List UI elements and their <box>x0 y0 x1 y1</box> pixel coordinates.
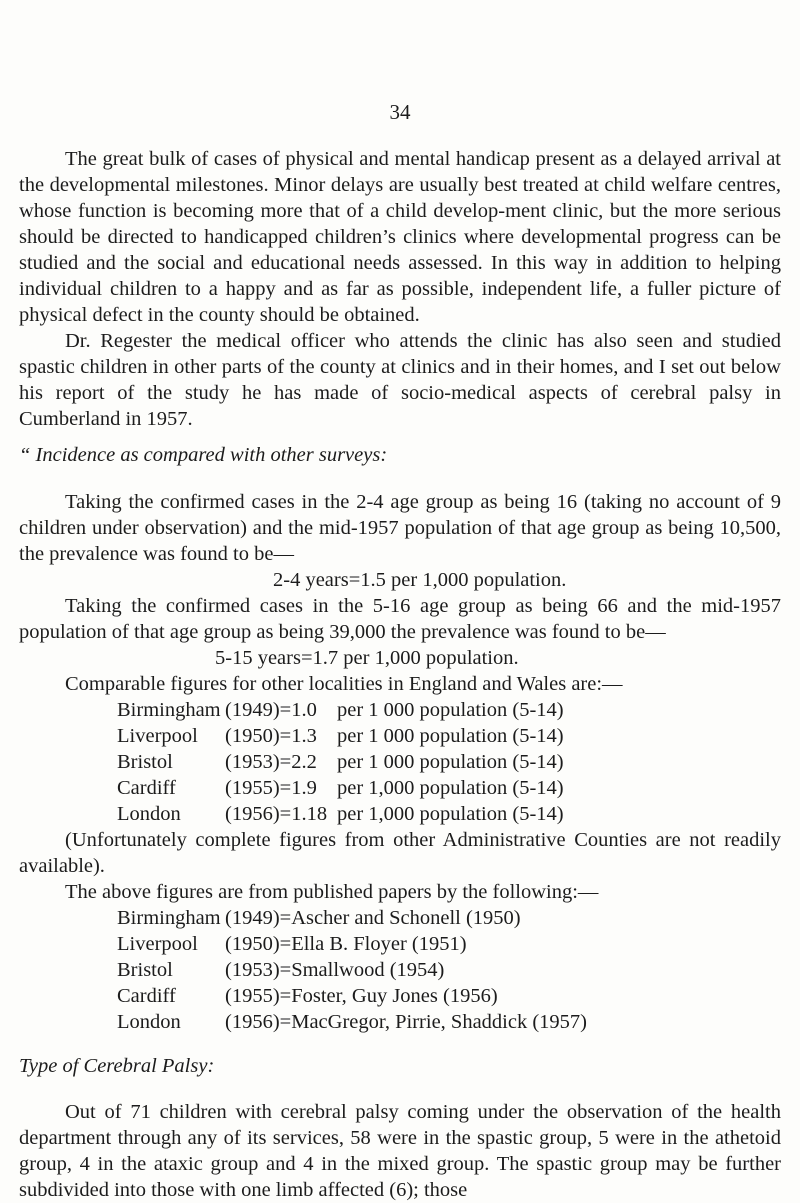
table-row <box>117 775 564 801</box>
rate-value: (1956)=1.18 <box>225 802 328 825</box>
rate-place: London <box>117 802 181 825</box>
paragraph-developmental-milestones: The great bulk of cases of physical and mental handicap present as a delayed arrival at the developmental milestones. Minor delays are usually best treated at child welfare centres, whose function is becoming more that of a child develop-ment clinic, but the more serious should be directed to handicapped children’s clinics where developmental progress can be studied and the social and educational needs assessed. In this way in addition to helping individual children to a happy and as far as possible, independent life, a fuller picture of physical defect in the county should be obtained. <box>19 148 781 326</box>
paragraph-type-counts: Out of 71 children with cerebral palsy coming under the observation of the health department through any of its services, 58 were in the spastic group, 5 were in the athetoid group, 4 in the ataxic group and 4 in the mixed group. The spastic group may be further subdivided into those with one limb affected (6); those <box>19 1101 781 1201</box>
table-row <box>117 1009 587 1035</box>
ref-source: (1956)=MacGregor, Pirrie, Shaddick (1957) <box>225 1010 587 1033</box>
rate-place: Cardiff <box>117 776 176 799</box>
table-row <box>117 957 587 983</box>
rate-value: (1949)=1.0 <box>225 698 317 721</box>
ref-source: (1950)=Ella B. Floyer (1951) <box>225 932 467 955</box>
table-row <box>117 749 564 775</box>
comparable-rates-table <box>117 697 564 827</box>
prevalence-5-15-years: 5-15 years=1.7 per 1,000 population. <box>215 646 519 669</box>
paragraph-5-16-age-group: Taking the confirmed cases in the 5-16 age group as being 66 and the mid-1957 population of that age group as being 39,000 the prevalence was found to be— <box>19 594 781 643</box>
incidence-heading: “ Incidence as compared with other surveys: <box>19 444 388 466</box>
rate-desc: per 1,000 population (5-14) <box>337 776 564 799</box>
ref-source: (1949)=Ascher and Schonell (1950) <box>225 906 521 929</box>
table-row <box>117 905 587 931</box>
comparable-figures-intro: Comparable figures for other localities in England and Wales are:— <box>65 672 623 695</box>
table-row <box>117 697 564 723</box>
rate-place: Liverpool <box>117 724 198 747</box>
paragraph-unfortunately: (Unfortunately complete figures from other Administrative Counties are not readily available). <box>19 828 781 877</box>
ref-place: Birmingham <box>117 906 221 929</box>
table-row <box>117 801 564 827</box>
ref-place: Cardiff <box>117 984 176 1007</box>
rate-value: (1950)=1.3 <box>225 724 317 747</box>
rate-value: (1955)=1.9 <box>225 776 317 799</box>
rate-place: Bristol <box>117 750 173 773</box>
rate-desc: per 1 000 population (5-14) <box>337 724 564 747</box>
rate-place: Birmingham <box>117 698 221 721</box>
body-text <box>19 146 781 1203</box>
rate-desc: per 1 000 population (5-14) <box>337 750 564 773</box>
ref-source: (1953)=Smallwood (1954) <box>225 958 445 981</box>
paragraph-2-4-age-group: Taking the confirmed cases in the 2-4 age group as being 16 (taking no account of 9 children under observation) and the mid-1957 population of that age group as being 10,500, the prevalence was found to be— <box>19 490 781 565</box>
table-row <box>117 983 587 1009</box>
page-number: 34 <box>389 100 411 124</box>
ref-place: Liverpool <box>117 932 198 955</box>
references-intro: The above figures are from published papers by the following:— <box>65 880 599 903</box>
rate-desc: per 1,000 population (5-14) <box>337 802 564 825</box>
type-of-cerebral-palsy-heading: Type of Cerebral Palsy: <box>19 1054 215 1077</box>
prevalence-2-4-years: 2-4 years=1.5 per 1,000 population. <box>273 568 567 591</box>
table-row <box>117 931 587 957</box>
rate-desc: per 1 000 population (5-14) <box>337 698 564 721</box>
table-row <box>117 723 564 749</box>
rate-value: (1953)=2.2 <box>225 750 317 773</box>
ref-source: (1955)=Foster, Guy Jones (1956) <box>225 984 498 1007</box>
references-table <box>117 905 587 1035</box>
paragraph-dr-regester: Dr. Regester the medical officer who attends the clinic has also seen and studied spastic children in other parts of the county at clinics and in their homes, and I set out below his report of the study he has made of socio-medical aspects of cerebral palsy in Cumberland in 1957. <box>19 330 781 430</box>
ref-place: London <box>117 1010 181 1033</box>
ref-place: Bristol <box>117 958 173 981</box>
